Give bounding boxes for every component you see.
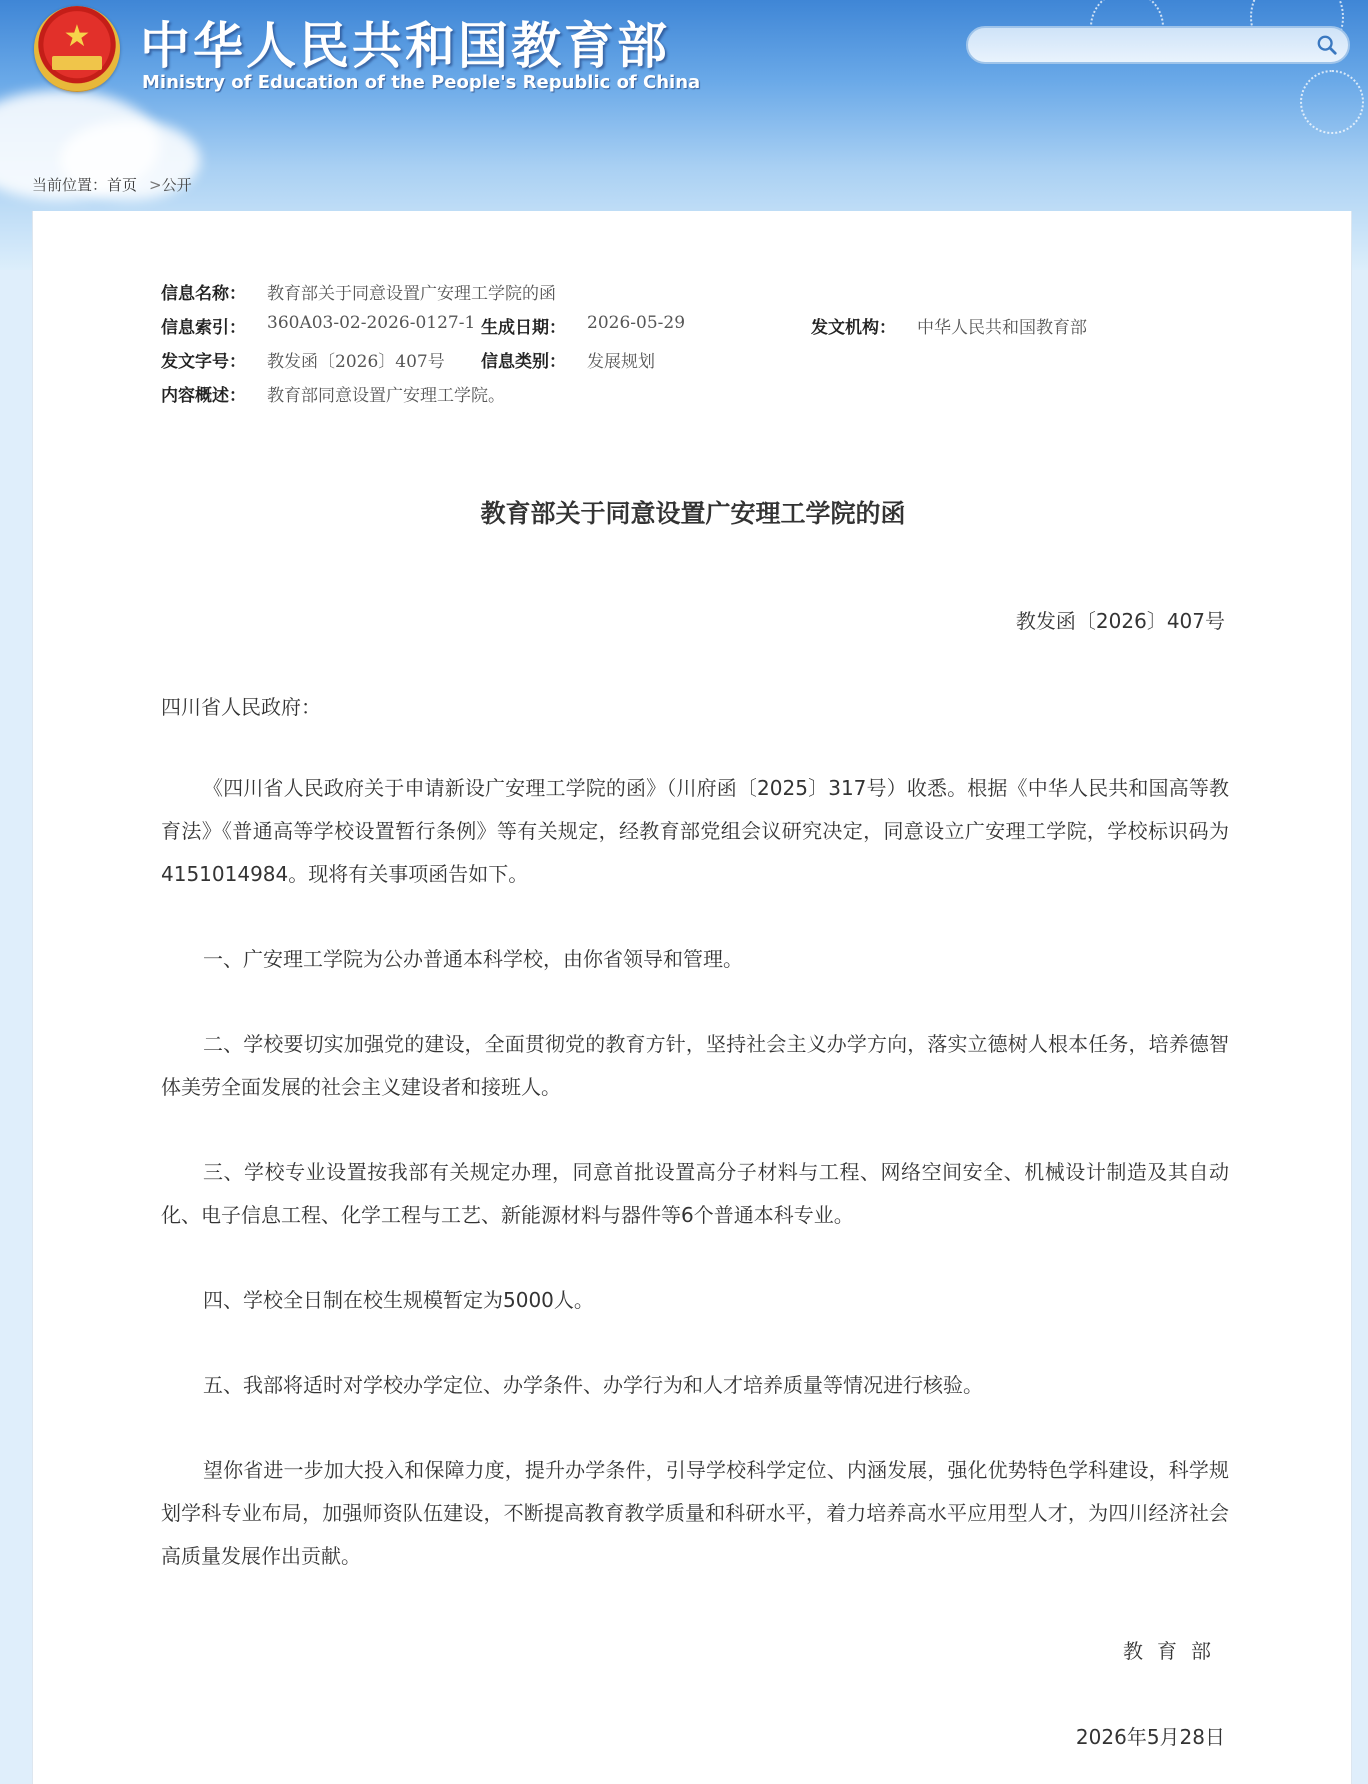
body-paragraph: 五、我部将适时对学校办学定位、办学条件、办学行为和人才培养质量等情况进行核验。 [203, 1373, 983, 1397]
breadcrumb-home-link[interactable]: 首页 [107, 176, 138, 194]
info-name-value: 教育部关于同意设置广安理工学院的函 [267, 284, 556, 304]
info-issuer-label: 发文机构： [811, 318, 896, 338]
breadcrumb-current[interactable]: 公开 [161, 176, 192, 194]
document-recipient: 四川省人民政府： [161, 695, 321, 719]
body-paragraph: 一、广安理工学院为公办普通本科学校，由你省领导和管理。 [203, 947, 743, 971]
body-paragraph: 三、学校专业设置按我部有关规定办理，同意首批设置高分子材料与工程、网络空间安全、机械设计制造及其自动化、电子信息工程、化学工程与工艺、新能源材料与器件等6个普通本科专业。 [161, 1160, 1229, 1227]
national-emblem-icon[interactable]: ★ [34, 6, 120, 92]
info-summary-value: 教育部同意设置广安理工学院。 [267, 386, 505, 406]
article-panel [32, 211, 1352, 1784]
info-index-value: 360A03-02-2026-0127-1 [267, 313, 476, 333]
info-date-value: 2026-05-29 [587, 313, 686, 333]
info-summary-label: 内容概述： [161, 386, 246, 406]
body-paragraph: 望你省进一步加大投入和保障力度，提升办学条件，引导学校科学定位、内涵发展，强化优势特色学科建设，科学规划学科专业布局，加强师资队伍建设，不断提高教育教学质量和科研水平，着力培养高水平应用型人才，为四川经济社会高质量发展作出贡献。 [161, 1458, 1229, 1568]
info-issuer-value: 中华人民共和国教育部 [917, 318, 1087, 338]
info-index-label: 信息索引： [161, 318, 246, 338]
info-date-label: 生成日期： [481, 318, 566, 338]
search-input[interactable] [982, 28, 1286, 64]
chevron-right-icon: > [149, 176, 162, 194]
info-category-value: 发展规划 [587, 352, 655, 372]
search-icon[interactable] [1316, 34, 1338, 56]
body-paragraph: 二、学校要切实加强党的建设，全面贯彻党的教育方针，坚持社会主义办学方向，落实立德树人根本任务，培养德智体美劳全面发展的社会主义建设者和接班人。 [161, 1032, 1229, 1099]
signature-date: 2026年5月28日 [1075, 1725, 1225, 1749]
body-paragraph: 《四川省人民政府关于申请新设广安理工学院的函》（川府函〔2025〕317号）收悉。根据《中华人民共和国高等教育法》《普通高等学校设置暂行条例》等有关规定，经教育部党组会议研究决定，同意设立广安理工学院，学校标识码为4151014984。现将有关事项函告如下。 [161, 776, 1229, 886]
breadcrumb [32, 174, 192, 195]
info-name-label: 信息名称： [161, 284, 246, 304]
document-number: 教发函〔2026〕407号 [1015, 609, 1225, 633]
signature-organization: 教育部 [1123, 1639, 1225, 1663]
site-title[interactable]: 中华人民共和国教育部 [140, 17, 670, 75]
breadcrumb-prefix: 当前位置： [32, 176, 108, 194]
info-docno-label: 发文字号： [161, 352, 246, 372]
info-category-label: 信息类别： [481, 352, 566, 372]
info-docno-value: 教发函〔2026〕407号 [267, 352, 445, 372]
body-paragraph: 四、学校全日制在校生规模暂定为5000人。 [203, 1288, 594, 1312]
site-subtitle: Ministry of Education of the People's Republic of China [142, 72, 701, 93]
document-title: 教育部关于同意设置广安理工学院的函 [480, 499, 906, 528]
dandelion-decoration [1300, 70, 1364, 134]
search-box[interactable] [966, 26, 1350, 64]
